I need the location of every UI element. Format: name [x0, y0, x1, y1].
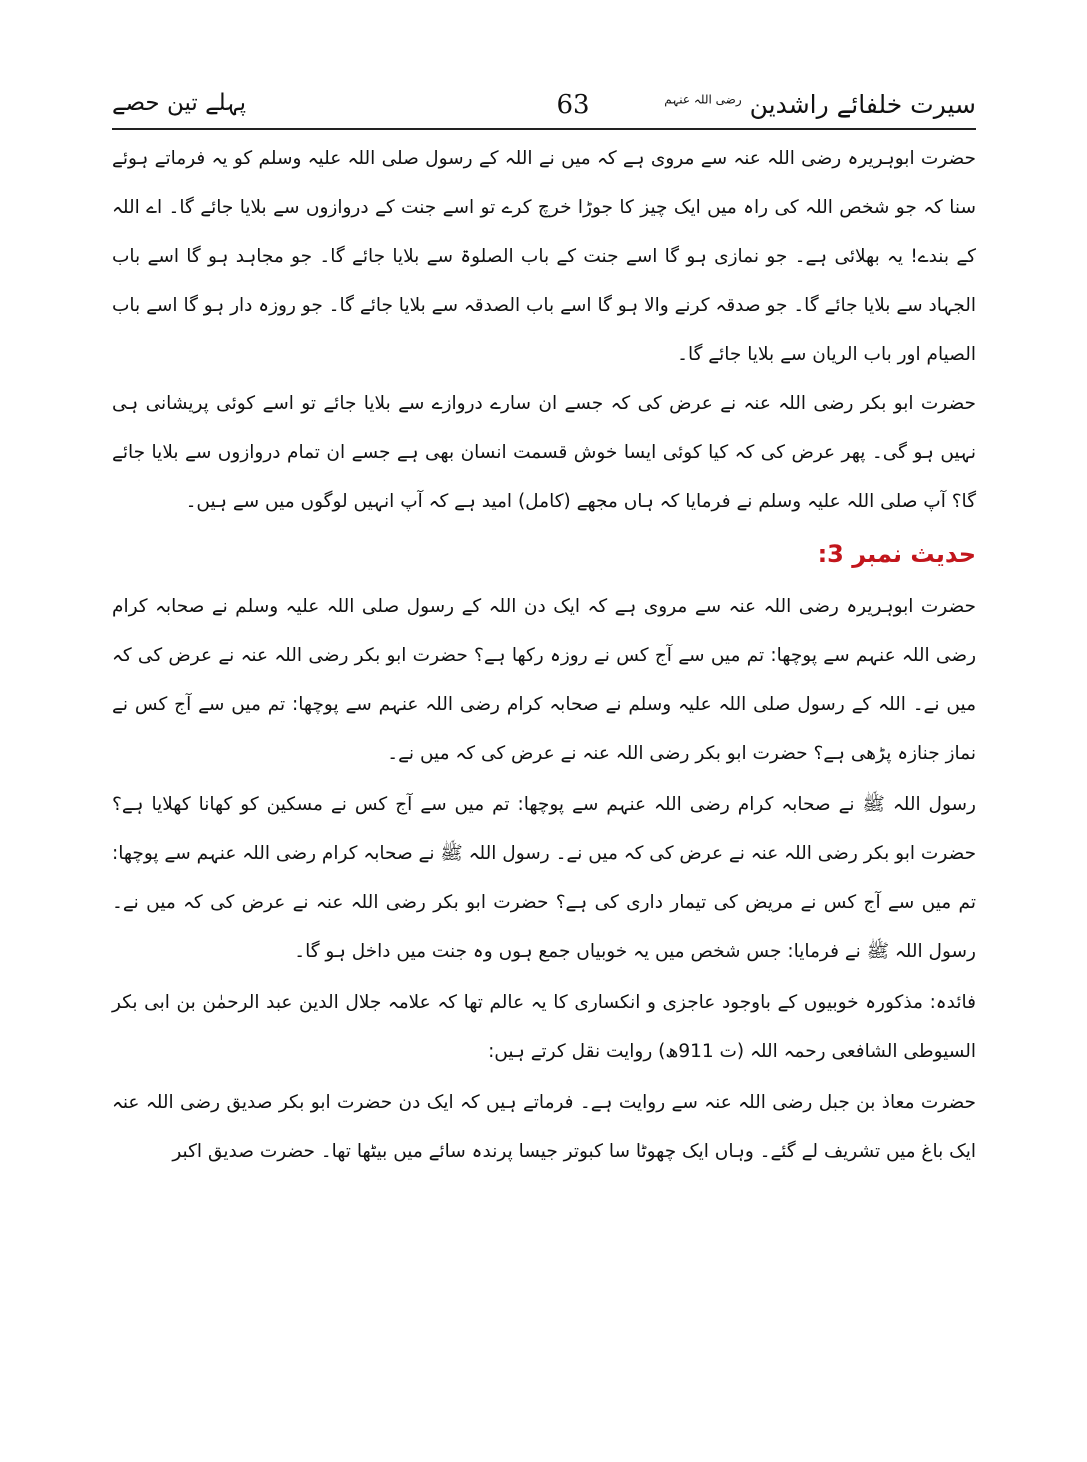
honorific-mark: رضی اللہ عنہم [664, 92, 742, 107]
paragraph-hadith-3-part-2: رسول اللہ ﷺ نے صحابہ کرام رضی اللہ عنہم سے پوچھا: تم میں سے آج کس نے مسکین کو کھانا کھلایا ہے؟ حضرت ابو بکر رضی اللہ عنہ نے عرض کی کہ میں نے۔ رسول اللہ ﷺ نے صحابہ کرام رضی اللہ عنہم سے پوچھا: تم میں سے آج کس نے مریض کی تیمار داری کی ہے؟ حضرت ابو بکر رضی اللہ عنہ نے عرض کی کہ میں نے۔ رسول اللہ ﷺ نے فرمایا: جس شخص میں یہ خوبیاں جمع ہوں وہ جنت میں داخل ہو گا۔ [112, 794, 976, 962]
paragraph-abu-bakr-question: حضرت ابو بکر رضی اللہ عنہ نے عرض کی کہ جسے ان سارے دروازے سے بلایا جائے تو اسے کوئی پریشانی ہی نہیں ہو گی۔ پھر عرض کی کہ کیا کوئی ایسا خوش قسمت انسان بھی ہے جسے ان تمام دروازوں سے بلایا جائے گا؟ آپ صلی اللہ علیہ وسلم نے فرمایا کہ ہاں مجھے (کامل) امید ہے کہ آپ انہیں لوگوں میں سے ہیں۔ [112, 393, 976, 512]
page-number: 63 [556, 90, 590, 120]
book-title-text: سیرت خلفائے راشدین [749, 90, 976, 119]
running-header [112, 86, 976, 130]
main-text [112, 134, 976, 1176]
paragraph-benefit-note: فائدہ: مذکورہ خوبیوں کے باوجود عاجزی و انکساری کا یہ عالم تھا کہ علامہ جلال الدین عبد الرحمٰن بن ابی بکر السیوطی الشافعی رحمہ اللہ (ت 911ھ) روایت نقل کرتے ہیں: [112, 992, 976, 1062]
section-heading-hadith-3: حدیث نمبر 3: [817, 540, 976, 568]
paragraph-hadith-gates: حضرت ابوہریرہ رضی اللہ عنہ سے مروی ہے کہ میں نے اللہ کے رسول صلی اللہ علیہ وسلم کو یہ فرماتے ہوئے سنا کہ جو شخص اللہ کی راہ میں ایک چیز کا جوڑا خرچ کرے تو اسے جنت کے دروازوں سے بلایا جائے گا۔ اے اللہ کے بندے! یہ بھلائی ہے۔ جو نمازی ہو گا اسے جنت کے باب الصلوۃ سے بلایا جائے گا۔ جو مجاہد ہو گا اسے باب الجہاد سے بلایا جائے گا۔ جو صدقہ کرنے والا ہو گا اسے باب الصدقہ سے بلایا جائے گا۔ جو روزہ دار ہو گا اسے باب الصیام اور باب الریان سے بلایا جائے گا۔ [112, 148, 976, 365]
paragraph-hadith-3-part-1: حضرت ابوہریرہ رضی اللہ عنہ سے مروی ہے کہ ایک دن اللہ کے رسول صلی اللہ علیہ وسلم نے صحابہ کرام رضی اللہ عنہم سے پوچھا: تم میں سے آج کس نے روزہ رکھا ہے؟ حضرت ابو بکر رضی اللہ عنہ نے عرض کی کہ میں نے۔ اللہ کے رسول صلی اللہ علیہ وسلم نے صحابہ کرام رضی اللہ عنہم سے پوچھا: تم میں سے آج کس نے نماز جنازہ پڑھی ہے؟ حضرت ابو بکر رضی اللہ عنہ نے عرض کی کہ میں نے۔ [112, 596, 976, 764]
book-title [664, 90, 976, 119]
part-label: پہلے تین حصے [112, 90, 247, 116]
paragraph-muadh-narration: حضرت معاذ بن جبل رضی اللہ عنہ سے روایت ہے۔ فرماتے ہیں کہ ایک دن حضرت ابو بکر صدیق رضی اللہ عنہ ایک باغ میں تشریف لے گئے۔ وہاں ایک چھوٹا سا کبوتر جیسا پرندہ سائے میں بیٹھا تھا۔ حضرت صدیق اکبر [112, 1092, 976, 1162]
